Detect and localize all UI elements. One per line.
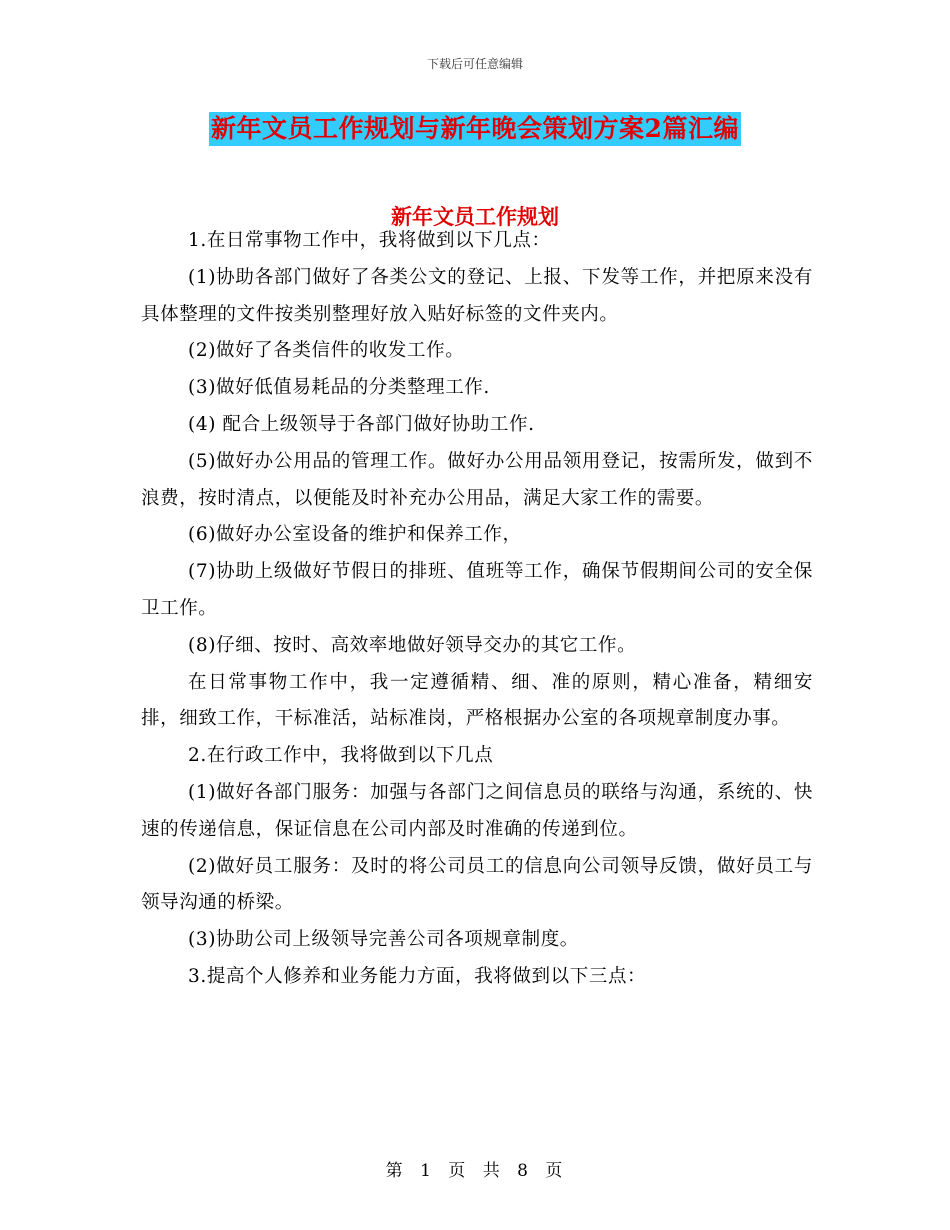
paragraph: (2)做好了各类信件的收发工作。: [188, 340, 465, 362]
header-note: 下载后可任意编辑: [426, 57, 523, 71]
paragraph: (6)做好办公室设备的维护和保养工作，: [188, 524, 522, 546]
paragraph: (3)协助公司上级领导完善公司各项规章制度。: [188, 929, 579, 951]
document-body: [141, 223, 813, 996]
document-title-container: [0, 112, 950, 146]
paragraph: (2)做好员工服务：及时的将公司员工的信息向公司领导反馈，做好员工与领导沟通的桥梁。: [141, 855, 813, 914]
paragraph: (1)做好各部门服务：加强与各部门之间信息员的联络与沟通，系统的、快速的传递信息，保证信息在公司内部及时准确的传递到位。: [141, 781, 813, 840]
paragraph: 在日常事物工作中，我一定遵循精、细、准的原则，精心准备，精细安排，细致工作，干标准活，站标准岗，严格根据办公室的各项规章制度办事。: [141, 671, 813, 730]
paragraph: (3)做好低值易耗品的分类整理工作.: [188, 377, 490, 399]
paragraph: (8)仔细、按时、高效率地做好领导交办的其它工作。: [188, 634, 637, 656]
paragraph: 1.在日常事物工作中，我将做到以下几点：: [188, 230, 551, 251]
paragraph: 3.提高个人修养和业务能力方面，我将做到以下三点：: [188, 965, 647, 987]
paragraph: (4) 配合上级领导于各部门做好协助工作.: [188, 413, 535, 435]
document-title: 新年文员工作规划与新年晚会策划方案2篇汇编: [209, 112, 741, 146]
paragraph: (1)协助各部门做好了各类公文的登记、上报、下发等工作，并把原来没有具体整理的文件按类别整理好放入贴好标签的文件夹内。: [141, 266, 813, 325]
page-footer: 第 1 页 共 8 页: [385, 1161, 565, 1181]
paragraph: (5)做好办公用品的管理工作。做好办公用品领用登记，按需所发，做到不浪费，按时清点，以便能及时补充办公用品，满足大家工作的需要。: [141, 450, 813, 509]
paragraph: 2.在行政工作中，我将做到以下几点: [188, 745, 494, 767]
section-title: 新年文员工作规划: [391, 204, 559, 229]
paragraph: (7)协助上级做好节假日的排班、值班等工作，确保节假期间公司的安全保卫工作。: [141, 561, 813, 619]
